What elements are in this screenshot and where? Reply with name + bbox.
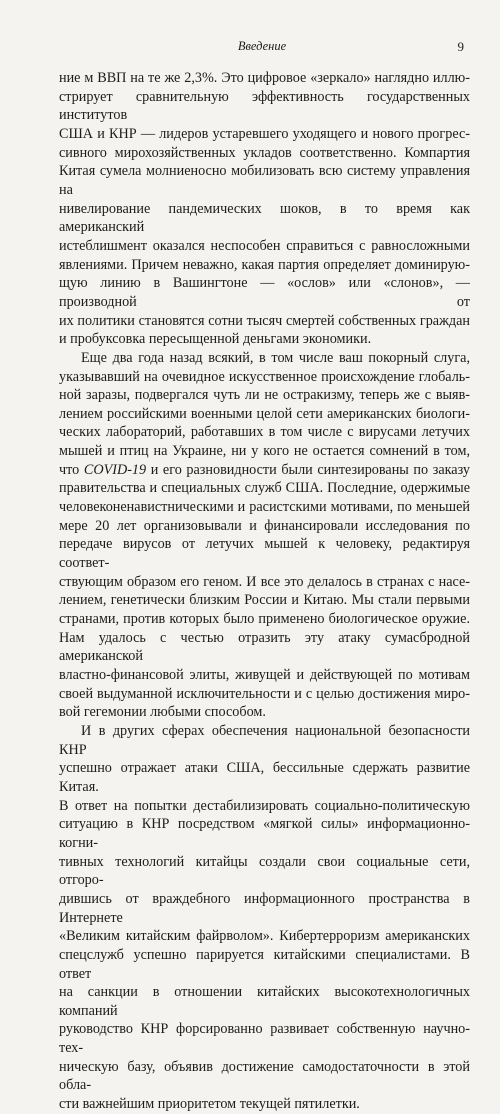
paragraph bbox=[59, 349, 470, 722]
text-line: «Великим китайским файрволом». Кибертерроризм американских bbox=[59, 928, 470, 945]
text-line: руководство КНР форсированно развивает собственную научно-тех- bbox=[59, 1021, 470, 1057]
text-line: нивелирование пандемических шоков, в то время как американский bbox=[59, 200, 470, 236]
text-line: сивного мирохозяйственных укладов соответственно. Компартия bbox=[59, 144, 470, 161]
running-header bbox=[60, 39, 464, 55]
text-line: человеконенавистническими и расистскими мотивами, по меньшей bbox=[59, 499, 470, 516]
text-line: явлениями. Причем неважно, какая партия определяет доминирую- bbox=[59, 256, 470, 273]
text-line: И в других сферах обеспечения национальной безопасности КНР bbox=[59, 722, 470, 758]
text-line: ние м ВВП на те же 2,3%. Это цифровое «зеркало» наглядно иллю- bbox=[59, 70, 470, 86]
paragraph bbox=[59, 722, 470, 1114]
text-line: властно-финансовой элиты, живущей и действующей по мотивам bbox=[59, 667, 470, 683]
paragraph bbox=[59, 69, 470, 349]
text-line: мышей и птиц на Украине, ни у кого не остается сомнений в том, bbox=[59, 443, 470, 460]
body-text bbox=[59, 69, 470, 1114]
text-line: странами, против которых было применено биологическое оружие. bbox=[59, 611, 470, 628]
text-line: своей выдуманной исключительности и с целью достижения миро- bbox=[59, 685, 470, 702]
text-line: лением российскими военными целой сети американских биологи- bbox=[59, 405, 470, 422]
text-line: ной заразы, подвергался чуть ли не остракизму, теперь же с выяв- bbox=[59, 387, 470, 404]
text-line: Нам удалось с честью отразить эту атаку сумасбродной американской bbox=[59, 629, 470, 665]
text-line: передаче вирусов от летучих мышей к человеку, редактируя соответ- bbox=[59, 536, 470, 572]
text-line: щую линию в Вашингтоне — «ослов» или «слонов», — производной от bbox=[59, 275, 470, 310]
text-line: успешно отражает атаки США, бессильные сдержать развитие Китая. bbox=[59, 760, 470, 795]
text-line: Китая сумела молниеносно мобилизовать всю систему управления на bbox=[59, 163, 470, 198]
text-line: на санкции в отношении китайских высокотехнологичных компаний bbox=[59, 984, 470, 1019]
text-line: сти важнейшим приоритетом текущей пятилетки. bbox=[59, 1096, 360, 1113]
text-line: истеблишмент оказался неспособен справиться с равносложными bbox=[59, 237, 470, 254]
text-line: ческих лабораторий, работавших в том числе с вирусами летучих bbox=[59, 424, 470, 441]
text-line: и пробуксовка пересыщенной деньгами экономики. bbox=[59, 331, 372, 348]
text-line: ситуацию в КНР посредством «мягкой силы» информационно-когни- bbox=[59, 816, 470, 851]
text-line: ническую базу, объявив достижение самодостаточности в этой обла- bbox=[59, 1058, 470, 1094]
text-line: В ответ на попытки дестабилизировать социально-политическую bbox=[59, 797, 470, 814]
text-line: тивных технологий китайцы создали свои социальные сети, отгоро- bbox=[59, 853, 470, 889]
text-line: что COVID-19 и его разновидности были синтезированы по заказу bbox=[59, 461, 470, 478]
text-line: мере 20 лет организовывали и финансировали исследования по bbox=[59, 517, 470, 534]
text-line: лением, генетически близким России и Китаю. Мы стали первыми bbox=[59, 592, 470, 609]
text-line: Еще два года назад всякий, в том числе ваш покорный слуга, bbox=[81, 349, 470, 366]
text-line: их политики становятся сотни тысяч смертей собственных граждан bbox=[59, 312, 470, 329]
text-line: стрирует сравнительную эффективность государственных институтов bbox=[59, 88, 470, 124]
text-line: правительства и специальных служб США. Последние, одержимые bbox=[59, 480, 470, 497]
text-line: вой гегемонии любыми способом. bbox=[59, 704, 266, 721]
page-number: 9 bbox=[457, 39, 464, 54]
running-title: Введение bbox=[237, 39, 287, 53]
text-line: спецслужб успешно парируется китайскими специалистами. В ответ bbox=[59, 946, 470, 982]
text-line: дившись от враждебного информационного пространства в Интернете bbox=[59, 890, 470, 926]
text-line: указывавший на очевидное искусственное происхождение глобаль- bbox=[59, 368, 470, 385]
text-line: США и КНР — лидеров устаревшего уходящего и нового прогрес- bbox=[59, 125, 470, 142]
text-line: ствующим образом его геном. И все это делалось в странах с насе- bbox=[59, 573, 470, 590]
